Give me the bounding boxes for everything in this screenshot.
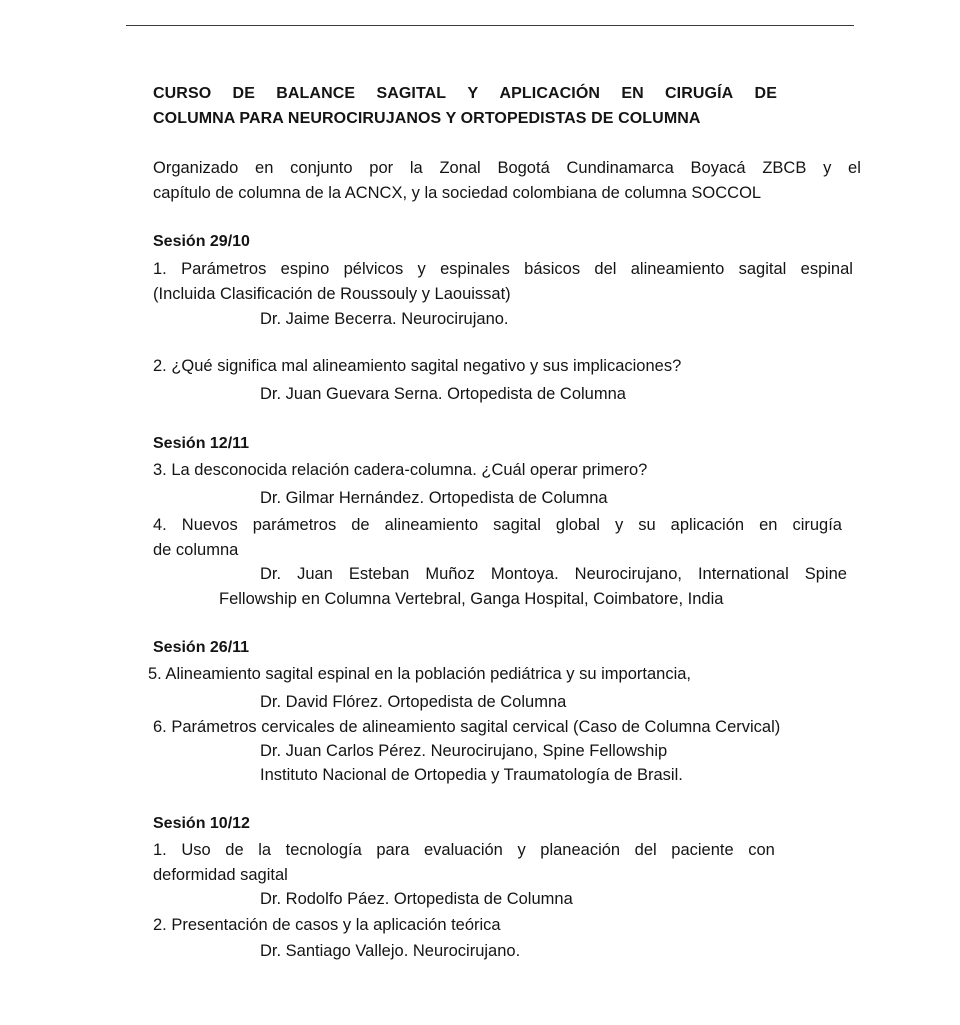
word: Zonal: [439, 159, 481, 177]
word: 1.: [153, 841, 167, 859]
talk-title-line: de columna: [153, 541, 239, 559]
word: básicos: [524, 260, 581, 278]
word: 4.: [153, 516, 167, 534]
word: planeación: [540, 841, 621, 859]
session-heading: Sesión 26/11: [153, 639, 250, 656]
talk-title-line: [153, 259, 853, 279]
word: de: [225, 841, 244, 859]
talk-speaker: Instituto Nacional de Ortopedia y Traumatología de Brasil.: [260, 766, 683, 784]
word: APLICACIÓN: [499, 85, 601, 102]
word: y: [517, 841, 526, 859]
word: cirugía: [792, 516, 842, 534]
word: su: [638, 516, 656, 534]
talk-speaker: Dr. David Flórez. Ortopedista de Columna: [260, 693, 567, 711]
word: Cundinamarca: [566, 159, 674, 177]
word: tecnología: [285, 841, 362, 859]
word: Neurocirujano,: [574, 565, 682, 583]
talk-speaker: Fellowship en Columna Vertebral, Ganga Hospital, Coimbatore, India: [219, 590, 724, 608]
word: de: [351, 516, 370, 534]
word: la: [258, 841, 272, 859]
word: Spine: [804, 565, 847, 583]
word: del: [594, 260, 617, 278]
word: Parámetros: [181, 260, 267, 278]
talk-speaker: Dr. Gilmar Hernández. Ortopedista de Columna: [260, 489, 608, 507]
word: alineamiento: [384, 516, 479, 534]
word: y: [823, 159, 832, 177]
word: Esteban: [348, 565, 410, 583]
talk-title-line: 2. ¿Qué significa mal alineamiento sagital negativo y sus implicaciones?: [153, 357, 682, 375]
word: el: [848, 159, 861, 177]
talk-speaker: Dr. Santiago Vallejo. Neurocirujano.: [260, 942, 521, 960]
word: Bogotá: [497, 159, 550, 177]
word: espino: [280, 260, 330, 278]
word: parámetros: [252, 516, 337, 534]
word: CIRUGÍA: [665, 85, 734, 102]
word: ZBCB: [762, 159, 807, 177]
organizer-line-1: [153, 158, 861, 178]
talk-title-line: [153, 515, 842, 535]
word: Juan: [297, 565, 333, 583]
word: 1.: [153, 260, 167, 278]
word: EN: [621, 85, 644, 102]
word: International: [697, 565, 789, 583]
talk-title-line: [153, 840, 775, 860]
word: del: [634, 841, 657, 859]
word: BALANCE: [276, 85, 356, 102]
talk-speaker: [260, 564, 847, 584]
word: Nuevos: [181, 516, 238, 534]
word: y: [417, 260, 426, 278]
organizer-line-2: capítulo de columna de la ACNCX, y la sociedad colombiana de columna SOCCOL: [153, 184, 762, 202]
word: DE: [232, 85, 255, 102]
course-title-line-2: COLUMNA PARA NEUROCIRUJANOS Y ORTOPEDISTAS DE COLUMNA: [153, 110, 701, 127]
word: Boyacá: [690, 159, 746, 177]
word: Dr.: [260, 565, 282, 583]
word: DE: [754, 85, 777, 102]
word: espinal: [800, 260, 853, 278]
word: evaluación: [423, 841, 503, 859]
word: aplicación: [670, 516, 745, 534]
talk-title-line: (Incluida Clasificación de Roussouly y Laouissat): [153, 285, 511, 303]
word: por: [369, 159, 394, 177]
word: sagital: [738, 260, 787, 278]
word: Uso: [181, 841, 211, 859]
session-heading: Sesión 12/11: [153, 435, 250, 452]
word: la: [409, 159, 423, 177]
word: conjunto: [290, 159, 353, 177]
header-rule: [126, 25, 854, 26]
word: pélvicos: [343, 260, 404, 278]
word: y: [614, 516, 624, 534]
talk-speaker: Dr. Rodolfo Páez. Ortopedista de Columna: [260, 890, 573, 908]
word: SAGITAL: [376, 85, 447, 102]
talk-speaker: Dr. Jaime Becerra. Neurocirujano.: [260, 310, 509, 328]
word: global: [555, 516, 600, 534]
course-title-line-1: [153, 84, 777, 104]
word: sagital: [493, 516, 541, 534]
word: Montoya.: [490, 565, 559, 583]
word: en: [255, 159, 274, 177]
word: paciente: [671, 841, 734, 859]
talk-title-line: 5. Alineamiento sagital espinal en la población pediátrica y su importancia,: [148, 665, 691, 683]
word: Y: [467, 85, 479, 102]
word: alineamiento: [630, 260, 725, 278]
talk-title-line: 3. La desconocida relación cadera-columna. ¿Cuál operar primero?: [153, 461, 648, 479]
word: espinales: [440, 260, 510, 278]
word: en: [759, 516, 778, 534]
session-heading: Sesión 29/10: [153, 233, 250, 250]
talk-title-line: 6. Parámetros cervicales de alineamiento sagital cervical (Caso de Columna Cervical): [153, 718, 781, 736]
word: CURSO: [153, 85, 212, 102]
word: Muñoz: [425, 565, 475, 583]
talk-speaker: Dr. Juan Guevara Serna. Ortopedista de Columna: [260, 385, 626, 403]
talk-title-line: deformidad sagital: [153, 866, 288, 884]
word: para: [376, 841, 410, 859]
word: Organizado: [153, 159, 239, 177]
session-heading: Sesión 10/12: [153, 815, 250, 832]
talk-speaker: Dr. Juan Carlos Pérez. Neurocirujano, Spine Fellowship: [260, 742, 668, 760]
talk-title-line: 2. Presentación de casos y la aplicación teórica: [153, 916, 501, 934]
word: con: [748, 841, 775, 859]
